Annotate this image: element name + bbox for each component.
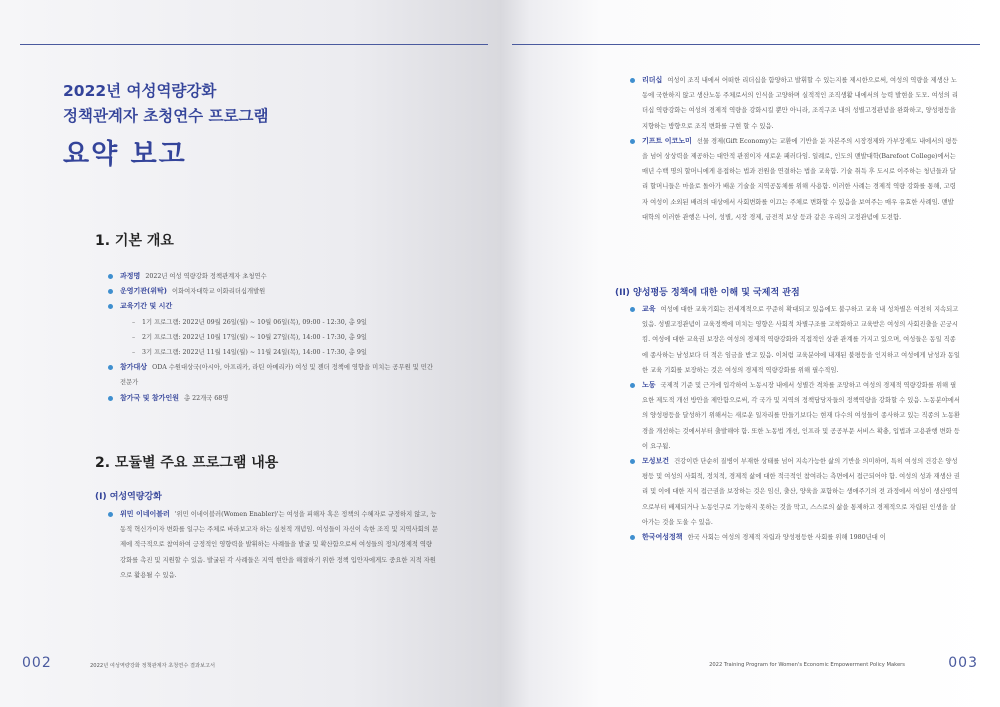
right-bottom-list — [630, 302, 960, 545]
item-label: 기프트 이코노미 — [642, 136, 692, 145]
item-label: 노동 — [642, 381, 656, 390]
bullet-icon — [108, 512, 113, 517]
item-text: 국제적 기준 및 근거에 입각하여 노동시장 내에서 성별간 격차를 조망하고 여성의 경제적 역량강화를 위해 필요한 제도적 개선 방안을 제안함으로써, 각 국가 및 지역의 정책담당자들의 정책역량을 강화할 수 있음. 노동분야에서의 양성평등을 달성하기 위해서는 새로운 일자리를 만들기보다는 현재 다수의 여성들이 종사하고 있는 직종의 노동환경을 개선하는 것에서부터 출발해야 함. 또한 노동법 개선, 인프라 및 공공부문 서비스 확충, 입법과 고용관행 변화 등이 요구됨. — [642, 382, 960, 450]
title-line-1: 2022년 여성역량강화 — [63, 82, 217, 100]
list-item — [630, 378, 960, 454]
bullet-icon — [630, 383, 635, 388]
right-page — [500, 0, 1000, 707]
list-item — [108, 299, 438, 360]
item-label: 모성보건 — [642, 457, 670, 466]
schedule-item: – 3기 프로그램: 2022년 11월 14일(월) ~ 11월 24일(목), 14:00 - 17:30, 총 9일 — [132, 349, 367, 357]
bullet-icon — [630, 307, 635, 312]
item-text: 건강이란 단순히 질병이 부재한 상태를 넘어 지속가능한 삶의 기반을 의미하며, 특히 여성의 건강은 양성평등 및 여성의 사회적, 정치적, 경제적 삶에 대한 적극적인 참여라는 측면에서 접근되어야 함. 여성의 성과 재생산 권리 및 이에 대한 지식 접근권을 보장하는 것은 임신, 출산, 양육을 포함하는 생애주기의 전 과정에서 여성이 생산영역으로부터 배제되거나 노동인구로 기능하지 못하는 것을 막고, 스스로의 삶을 통제하고 경제적으로 자립된 인생을 살아가는 것을 도울 수 있음. — [642, 458, 960, 526]
schedule-list — [120, 315, 438, 361]
item-label: 교육기간 및 시간 — [120, 302, 173, 311]
item-label: 한국여성정책 — [642, 533, 683, 542]
bullet-icon — [108, 289, 113, 294]
schedule-item: – 1기 프로그램: 2022년 09월 26일(월) ~ 10월 06일(목), 09:00 - 12:30, 총 9일 — [132, 318, 367, 326]
footer-text: 2022 Training Program for Women's Economic Empowerment Policy Makers — [709, 662, 905, 668]
list-item — [108, 507, 438, 583]
item-text: 여성에 대한 교육기회는 전세계적으로 꾸준히 확대되고 있음에도 불구하고 교육 내 성차별은 여전히 지속되고 있음. 성별고정관념이 교육정책에 미치는 영향은 사회적 차별구조를 고착화하고 교육받은 여성의 사회진출을 곤궁시킴. 여성에 대한 교육권 보장은 여성의 경제적 역량강화와 직접적인 상관 관계를 가지고 있으며, 여성들은 동일 직종에 종사하는 남성보다 더 적은 임금을 받고 있음. 이처럼 교육분야에 내재된 불평등을 인지하고 여성에게 남성과 동일한 교육 기회를 보장하는 것은 여성의 경제적 역량강화를 위해 필수적임. — [642, 306, 960, 374]
item-text: 여성이 조직 내에서 어떠한 리더십을 함양하고 발휘할 수 있는지를 제시한으로써, 여성의 역량을 제생산 노동에 국한하지 않고 생산노동 주체로서의 인식을 고양하며 실적적인 조직생활 내에서의 능력 발현을 도모. 여성의 리더십 역량강화는 여성의 경제적 역량을 강화시킬 뿐만 아니라, 조직구조 내의 성별고정관념을 완화하고, 양성평등을 지향하는 방향으로 조직 변화를 구현 할 수 있음. — [642, 77, 958, 130]
item-label: 위민 이네이블러 — [120, 510, 170, 518]
item-text: ODA 수원대상국(아시아, 아프리카, 라틴 아메리카) 여성 및 젠더 정책에 영향을 미치는 공무원 및 민간 전문가 — [120, 364, 433, 387]
item-label: 참가국 및 참가인원 — [120, 393, 179, 402]
right-top-list — [630, 73, 960, 225]
item-text: 선물 경제(Gift Economy)는 교환에 기반을 둔 자본주의 시장경제와 가부장제도 내에서의 평등을 넘어 상상력을 제공하는 대안적 관점이자 새로운 패러다임. 일례로, 인도의 맨발대학(Barefoot College)에서는 매년 수백 명의 할머니에게 용접하는 법과 전원을 연결하는 법을 교육함. 기술 취득 후 도시로 이주하는 청년들과 달리 할머니들은 마을로 돌아가 배운 기술을 지역공동체를 위해 사용함. 이러한 사례는 경제적 역량 강화를 통해, 고령자 여성이 소외된 배려의 대상에서 사회변화를 이끄는 주체로 변화할 수 있음을 보여주는 매우 유효한 사례임. 맨발 대학의 이러한 관행은 나이, 성별, 시장 경제, 금전적 보상 등과 같은 우리의 고정관념에 도전함. — [642, 137, 958, 221]
item-text: 총 22개국 68명 — [184, 394, 229, 402]
list-item — [630, 134, 960, 225]
item-text: 한국 사회는 여성의 경제적 자립과 양성평등한 사회를 위해 1980년대 이 — [687, 534, 886, 542]
list-item — [630, 454, 960, 530]
bullet-icon — [630, 139, 635, 144]
list-item — [108, 284, 438, 299]
bullet-icon — [630, 459, 635, 464]
header-rule — [512, 44, 980, 45]
list-item — [630, 73, 960, 134]
item-label: 운영기관(위탁) — [120, 287, 167, 296]
section-2-list — [108, 507, 438, 583]
item-text: 2022년 여성 역량강화 정책관계자 초청연수 — [145, 273, 267, 280]
list-item — [108, 391, 438, 406]
page-number: 002 — [22, 655, 52, 671]
page-title: 요약 보고 — [63, 139, 187, 170]
title-line-2: 정책관계자 초청연수 프로그램 — [63, 107, 269, 125]
bullet-icon — [630, 535, 635, 540]
list-item — [108, 269, 438, 284]
section-2-subheading: (I) 여성역량강화 — [95, 492, 162, 502]
footer-text: 2022년 여성역량강화 정책관계자 초청연수 결과보고서 — [90, 663, 216, 669]
section-1-heading: 1. 기본 개요 — [95, 233, 174, 249]
item-text: 이화여자대학교 이화리더십개발원 — [172, 288, 266, 296]
item-text: '위민 이네이블러(Women Enabler)'는 여성을 피해자 혹은 정책의 수혜자로 규정하지 않고, 능동적 혁신가이자 변화를 일구는 주체로 바라보고자 하는 실천적 개념임. 여성들이 자신이 속한 조직 및 지역사회의 문제에 적극적으로 참여하여 긍정적인 영향력을 발휘하는 사례들을 발굴 및 확산함으로써 여성들의 정치/경제적 역량강화를 촉진 및 지원할 수 있음. 발굴된 각 사례들은 지역 현안을 해결하기 위한 정책 입안자에게도 중요한 지적 자원으로 활용될 수 있음. — [120, 511, 438, 579]
list-item — [630, 530, 960, 545]
schedule-item: – 2기 프로그램: 2022년 10월 17일(월) ~ 10월 27일(목), 14:00 - 17:30, 총 9일 — [132, 333, 367, 341]
bullet-icon — [108, 396, 113, 401]
bullet-icon — [108, 274, 113, 279]
bullet-icon — [108, 304, 113, 309]
item-label: 리더십 — [642, 76, 663, 84]
header-rule — [20, 44, 488, 45]
item-label: 과정명 — [120, 272, 141, 280]
item-label: 교육 — [642, 305, 656, 313]
item-label: 참가대상 — [120, 363, 148, 372]
page-number: 003 — [948, 655, 978, 671]
section-1-list — [108, 269, 438, 406]
list-item — [630, 302, 960, 378]
right-subheading: (II) 양성평등 정책에 대한 이해 및 국제적 관점 — [615, 288, 800, 298]
section-2-heading: 2. 모듈별 주요 프로그램 내용 — [95, 455, 279, 471]
bullet-icon — [108, 365, 113, 370]
bullet-icon — [630, 78, 635, 83]
list-item — [108, 360, 438, 390]
